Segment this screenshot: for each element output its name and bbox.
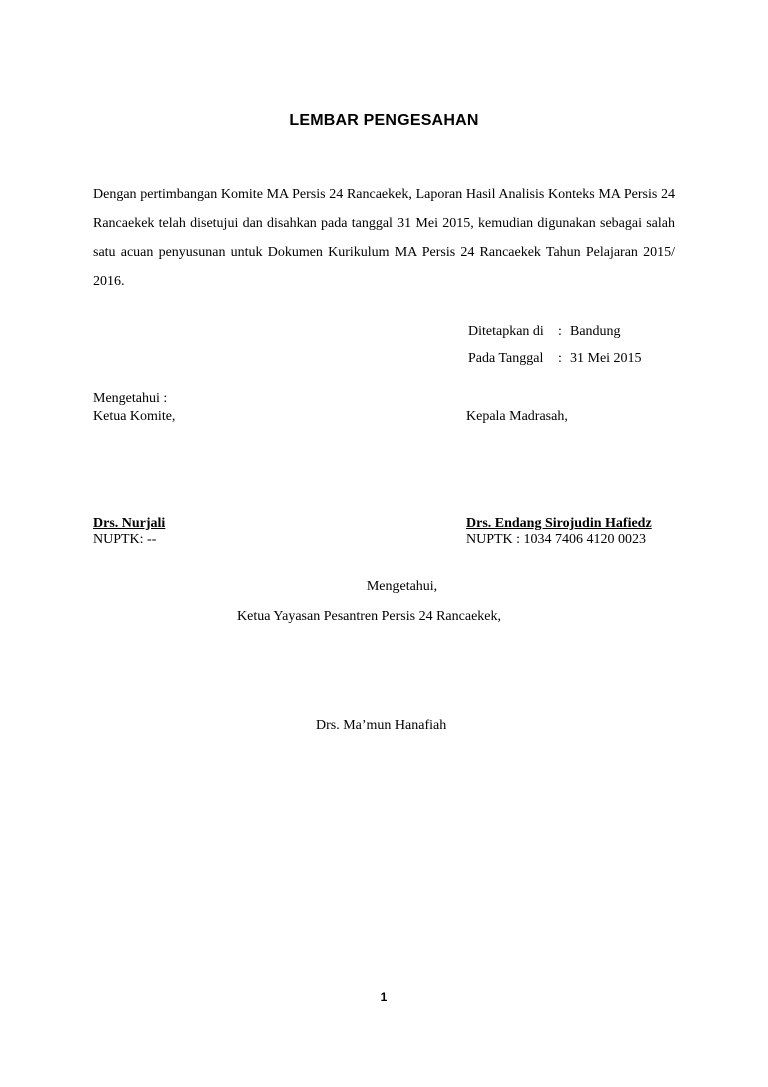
right-role: Kepala Madrasah, (466, 409, 568, 424)
bottom-role: Ketua Yayasan Pesantren Persis 24 Rancaekek, (237, 609, 501, 624)
place-row (468, 318, 642, 345)
left-acknowledge: Mengetahui : (93, 391, 168, 406)
date-separator: : (558, 351, 562, 366)
approval-details (468, 318, 642, 372)
bottom-acknowledge-wrap (0, 579, 768, 595)
bottom-acknowledge: Mengetahui, (366, 579, 438, 594)
date-row (468, 345, 642, 372)
page-title: LEMBAR PENGESAHAN (289, 112, 479, 129)
left-id: NUPTK: -- (93, 532, 157, 547)
place-separator: : (558, 324, 562, 339)
page-number: 1 (380, 990, 388, 1004)
place-value: Bandung (570, 324, 621, 339)
left-name: Drs. Nurjali (93, 516, 166, 531)
place-label: Ditetapkan di (468, 324, 544, 339)
right-id: NUPTK : 1034 7406 4120 0023 (466, 532, 647, 547)
date-label: Pada Tanggal (468, 351, 544, 366)
bottom-name: Drs. Ma’mun Hanafiah (316, 718, 447, 733)
left-role: Ketua Komite, (93, 409, 176, 424)
right-name: Drs. Endang Sirojudin Hafiedz (466, 516, 652, 531)
date-value: 31 Mei 2015 (570, 351, 642, 366)
body-paragraph: Dengan pertimbangan Komite MA Persis 24 Rancaekek, Laporan Hasil Analisis Konteks MA Persis 24 Rancaekek telah disetujui dan disahkan pada tanggal 31 Mei 2015, kemudian digunakan sebagai salah satu acuan penyusunan untuk Dokumen Kurikulum MA Persis 24 Rancaekek Tahun Pelajaran 2015/ 2016. (93, 187, 675, 289)
